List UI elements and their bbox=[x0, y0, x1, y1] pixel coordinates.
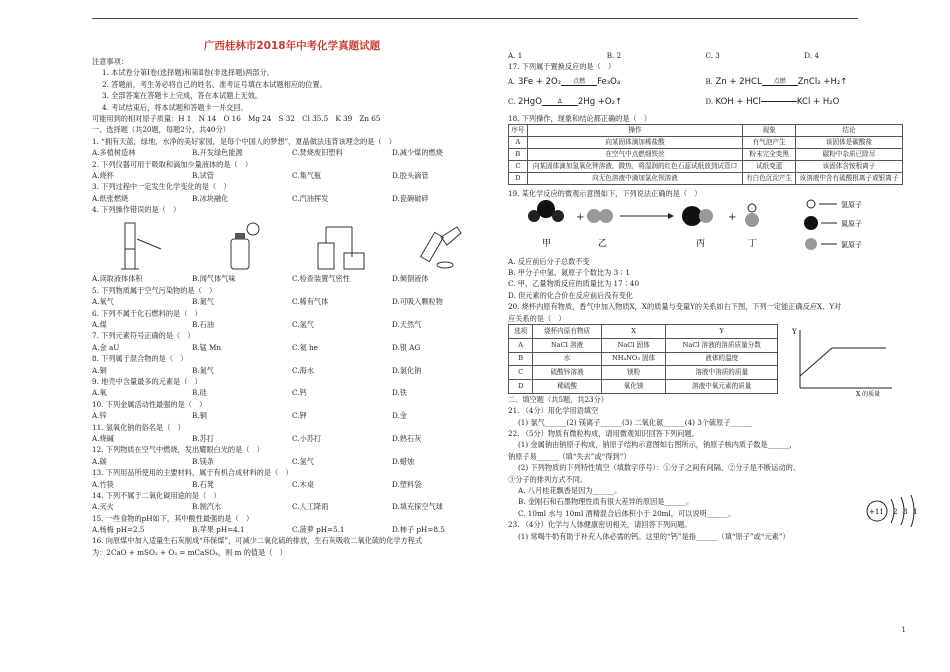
reaction-condition: Δ bbox=[557, 97, 562, 105]
equation bbox=[508, 73, 706, 93]
sodium-atom-diagram bbox=[865, 491, 923, 531]
equation-label: A. bbox=[508, 78, 516, 87]
reaction-arrow bbox=[561, 78, 597, 86]
question-stem: 14. 下列不属于二氧化碳用途的是（ ） bbox=[92, 490, 221, 500]
option: B.铜 bbox=[192, 411, 207, 421]
table-cell: D bbox=[509, 173, 528, 185]
table-cell: 溶液中氧元素的质量 bbox=[666, 380, 778, 394]
option: B.石油 bbox=[192, 320, 214, 330]
fill-line: 22. （5分）物质有微粒构成，请用微观知识回答下列问题。 bbox=[508, 429, 699, 439]
option: A.纸张燃烧 bbox=[92, 193, 129, 203]
option: A.氧气 bbox=[92, 297, 114, 307]
table-cell: 镁粉 bbox=[601, 366, 666, 380]
question-stem: 5. 下列物质属于空气污染物的是（ ） bbox=[92, 285, 217, 295]
label-yi: 乙 bbox=[598, 238, 608, 249]
molecule-yi bbox=[587, 209, 613, 223]
option-row bbox=[92, 433, 492, 444]
option: C. 甲、乙量物质反应的质量比为 17∶40 bbox=[508, 279, 640, 289]
fill-line: (2) 下列物质的下列特性填空（填数字序号）：①分子之间有间隔、②分子是不断运动的、 bbox=[518, 463, 800, 473]
arrow-bar bbox=[762, 85, 798, 86]
option: D.倾倒液体 bbox=[392, 274, 429, 284]
arrow-bar bbox=[761, 101, 797, 102]
atom-nucleus-charge: +11 bbox=[869, 508, 884, 516]
equation bbox=[706, 93, 904, 113]
fill-line: C. 10ml 水与 10ml 酒精混合后体积小于 20ml，可以说明______。 bbox=[518, 508, 736, 518]
reaction-condition: 点燃 bbox=[573, 77, 586, 85]
equation-body bbox=[518, 97, 688, 108]
option: C.集气瓶 bbox=[292, 170, 322, 180]
molecule-ding bbox=[745, 204, 759, 227]
table-cell: 碳粉中杂质已除尽 bbox=[796, 149, 903, 161]
table-cell: 水 bbox=[533, 352, 601, 366]
table-row bbox=[509, 137, 903, 149]
molecule-jia bbox=[528, 200, 564, 222]
equation-lhs: KOH + HCl bbox=[715, 97, 761, 108]
table-cell: A bbox=[509, 137, 528, 149]
label-bing: 丙 bbox=[696, 238, 706, 249]
option-row bbox=[92, 273, 492, 284]
question-stem: 8. 下列属于混合物的是（ ） bbox=[92, 354, 188, 364]
option: B.氮气 bbox=[192, 365, 214, 375]
table-row bbox=[509, 338, 778, 352]
question-stem: 为：2CaO + mSO₂ + O₂ = mCaSO₄，则 m 的值是（ ） bbox=[92, 547, 287, 557]
question-stem: 10. 下列金属活动性最强的是（ ） bbox=[92, 399, 207, 409]
option: D. 但元素的化合价在反应前后没有变化 bbox=[508, 290, 634, 300]
q19-stem: 19. 某化学反应的微观示意图如下，下列说法正确的是（ ） bbox=[508, 189, 702, 199]
option: B.冰块融化 bbox=[192, 193, 229, 203]
option: D.可吸入颗粒物 bbox=[392, 297, 443, 307]
right-column bbox=[508, 50, 918, 542]
q20-stem-1: 20. 烧杯内原有物质，香气中加入物质X，X的质量与变量Y的关系如右下图，下列一定能正确反应X、Y对 bbox=[508, 302, 842, 312]
question-stem: 11. 氢氧化钠的俗名是（ ） bbox=[92, 422, 185, 432]
q18-stem: 18. 下列操作，现象和结论都正确的是（ ） bbox=[508, 113, 652, 123]
electron-shell-1: 2 bbox=[893, 508, 898, 516]
legend-svg bbox=[803, 196, 883, 256]
question-stem: 7. 下列元素符号正确的是（ ） bbox=[92, 331, 195, 341]
fill-line: (1) 常喝牛奶有助于补充人体必需的钙。这里的“钙”是指______（填“原子”或“元素”） bbox=[518, 531, 790, 541]
table-cell: 向无色溶液中滴加氯化钡溶液 bbox=[527, 173, 743, 185]
option: D.填充探空气球 bbox=[392, 502, 443, 512]
table-cell: 向某固体滴加稀盐酸 bbox=[527, 137, 743, 149]
table-cell: 该固体是碳酸盐 bbox=[796, 137, 903, 149]
option: A.氧 bbox=[92, 388, 107, 398]
equation-rhs: ZnCl₂ +H₂↑ bbox=[797, 77, 848, 88]
table-cell: 有白色沉淀产生 bbox=[743, 173, 796, 185]
table-cell: NaCl 溶液的溶质质量分数 bbox=[666, 338, 778, 352]
option: A. 1 bbox=[508, 51, 523, 60]
reaction-arrow bbox=[761, 101, 797, 102]
q18-table bbox=[508, 124, 903, 185]
reaction-condition: 点燃 bbox=[773, 77, 786, 85]
option: A.铜 bbox=[92, 365, 107, 375]
reaction-arrow bbox=[762, 78, 798, 86]
option: D.胶头滴管 bbox=[392, 170, 429, 180]
legend-nitrogen: 氮原子 bbox=[841, 219, 862, 228]
table-cell: 在空气中点燃细铁丝 bbox=[527, 149, 743, 161]
equation-label: D. bbox=[705, 98, 714, 107]
option: D.铁 bbox=[392, 388, 407, 398]
option: A.竹筷 bbox=[92, 479, 114, 489]
equation-body bbox=[716, 97, 886, 108]
fill-line: 二、填空题（共5题，共23分） bbox=[508, 394, 608, 404]
note-line: 一、选择题（共20题，每题2分，共40分） bbox=[92, 125, 230, 135]
fill-line: (1) 氯气______(2) 镁离子______(3) 二氧化氮______(4) 3个硫原子______ bbox=[518, 417, 753, 427]
equation-body bbox=[518, 77, 688, 88]
table-cell: C bbox=[509, 161, 528, 173]
header-cell: 选项 bbox=[509, 324, 533, 338]
option: B. 2 bbox=[606, 51, 622, 60]
table-row bbox=[509, 173, 903, 185]
option: D.银 AG bbox=[392, 342, 421, 352]
smelling-gas-icon bbox=[217, 219, 267, 273]
option: C.焚烧废旧塑料 bbox=[292, 148, 343, 158]
fill-line: 钠原子易______（填“失去”或“得到”） bbox=[508, 451, 631, 461]
equation-rhs: 2Hg +O₂↑ bbox=[577, 97, 623, 108]
label-jia: 甲 bbox=[542, 238, 552, 249]
operation-picture bbox=[292, 219, 392, 273]
header-cell: Y bbox=[666, 324, 778, 338]
q20-table bbox=[508, 324, 778, 394]
note-line: 3. 全部答案在答题卡上完成，答在本试题上无效。 bbox=[102, 91, 263, 101]
label-ding: 丁 bbox=[748, 238, 758, 249]
operation-picture bbox=[192, 219, 292, 273]
question-stem: 9. 地壳中含量最多的元素是（ ） bbox=[92, 376, 202, 386]
option: D.天然气 bbox=[392, 320, 422, 330]
option: C.检查装置气密性 bbox=[292, 274, 350, 284]
option: D.瓷碗破碎 bbox=[392, 193, 429, 203]
table-cell: 硫酸锌溶液 bbox=[533, 366, 601, 380]
equation-body bbox=[716, 77, 886, 88]
equation-label: B. bbox=[705, 78, 713, 87]
table-row bbox=[509, 149, 903, 161]
svg-text:+: + bbox=[728, 211, 737, 223]
option: B.苹果 pH=4.1 bbox=[192, 525, 245, 535]
table-cell: C bbox=[509, 366, 533, 380]
option-row bbox=[92, 365, 492, 376]
option: B.苏打 bbox=[192, 433, 214, 443]
option: D.蜡烛 bbox=[392, 456, 415, 466]
option: A.金 aU bbox=[92, 342, 120, 352]
table-cell: NH₄NO₃ 固体 bbox=[601, 352, 666, 366]
question-stem: 4. 下列操作错误的是（ ） bbox=[92, 205, 181, 215]
option: A.灭火 bbox=[92, 502, 114, 512]
option-row bbox=[92, 193, 492, 204]
option: D.减少煤的燃烧 bbox=[392, 148, 443, 158]
table-cell: 有气泡产生 bbox=[743, 137, 796, 149]
fill-line: (1) 金属钠由钠原子构成，钠原子结构示意图如右图所示，钠原子核内质子数是______， bbox=[518, 440, 797, 450]
option: A.碳 bbox=[92, 456, 107, 466]
option-row bbox=[92, 501, 492, 512]
electron-shell-3: 1 bbox=[913, 508, 918, 516]
note-line: 1. 本试卷分第Ⅰ卷(选择题)和第Ⅱ卷(非选择题)两部分。 bbox=[102, 68, 274, 78]
question-stem: 16. 向原煤中加入适量生石灰制成“环保煤”，可减少二氧化硫的排放，生石灰吸收二氧化硫的化学方程式 bbox=[92, 536, 423, 546]
molecule-svg bbox=[508, 196, 808, 252]
option: C.氢气 bbox=[292, 320, 314, 330]
option: D.熟石灰 bbox=[392, 433, 422, 443]
option-row bbox=[92, 342, 492, 353]
option: B.镁条 bbox=[192, 456, 214, 466]
option: A.读取液体体积 bbox=[92, 274, 143, 284]
table-cell: A bbox=[509, 338, 533, 352]
table-cell: 液体的温度 bbox=[666, 352, 778, 366]
q20-graph bbox=[786, 324, 896, 398]
question-stem: 15. 一些食物的pH如下，其中酸性最强的是（ ） bbox=[92, 513, 254, 523]
option: B.闻气体气味 bbox=[192, 274, 236, 284]
option: C.海水 bbox=[292, 365, 314, 375]
option: C.钙 bbox=[292, 388, 307, 398]
table-cell: NaCl 溶液 bbox=[533, 338, 601, 352]
fill-line: A. 八月桂花飘香是因为______。 bbox=[518, 486, 622, 496]
equation bbox=[508, 93, 706, 113]
q17-equations bbox=[508, 73, 903, 113]
option: B.石凳 bbox=[192, 479, 214, 489]
page-title: 广西桂林市2018年中考化学真题试题 bbox=[203, 40, 381, 52]
table-cell: 氧化镁 bbox=[601, 380, 666, 394]
equation-rhs: KCl + H₂O bbox=[796, 97, 840, 108]
operation-picture bbox=[392, 219, 492, 273]
table-cell: 该溶液中含有硫酸根离子或银离子 bbox=[796, 173, 903, 185]
table-cell: 粉末完全变黑 bbox=[743, 149, 796, 161]
option: D.塑料袋 bbox=[392, 479, 422, 489]
table-cell: D bbox=[509, 380, 533, 394]
option: D.柿子 pH=8.5 bbox=[392, 525, 445, 535]
question-stem: 2. 下列仪器可用于吸取和滴加少量液体的是（ ） bbox=[92, 159, 253, 169]
option-row bbox=[92, 147, 492, 158]
option: B.开发绿色能源 bbox=[192, 148, 243, 158]
q16-options bbox=[508, 50, 903, 61]
option: B.硅 bbox=[192, 388, 207, 398]
table-row bbox=[509, 352, 778, 366]
option: D.金 bbox=[392, 411, 407, 421]
option: C.钾 bbox=[292, 411, 307, 421]
table-cell: NaCl 固体 bbox=[601, 338, 666, 352]
table-cell: 试纸变蓝 bbox=[743, 161, 796, 173]
graph-x-label: X 的质量 bbox=[856, 390, 881, 398]
option: B.试管 bbox=[192, 170, 214, 180]
option: C.氦 he bbox=[292, 342, 318, 352]
option-row bbox=[92, 456, 492, 467]
header-cell: 现象 bbox=[743, 125, 796, 137]
option-row bbox=[92, 319, 492, 330]
equation-lhs: 3Fe + 2O₂ bbox=[518, 77, 562, 88]
option-row bbox=[92, 479, 492, 490]
table-row bbox=[509, 161, 903, 173]
option: A.多植树造林 bbox=[92, 148, 136, 158]
option-row bbox=[92, 296, 492, 307]
option: A. 反应前后分子总数不变 bbox=[508, 256, 590, 266]
option-row bbox=[92, 410, 492, 421]
equation-label: C. bbox=[508, 98, 516, 107]
fill-line: 21. （4分）用化学用语填空 bbox=[508, 406, 599, 416]
header-cell: 序号 bbox=[509, 125, 528, 137]
question-stem: 13. 下列用品所使用的主要材料，属于有机合成材料的是（ ） bbox=[92, 468, 293, 478]
equation-lhs: 2HgO bbox=[518, 97, 542, 108]
header-cell: 操作 bbox=[527, 125, 743, 137]
table-row bbox=[509, 380, 778, 394]
svg-text:+: + bbox=[576, 211, 585, 223]
note-line: 可能用到的相对原子质量：H 1 N 14 O 16 Mg 24 S 32 Cl 35.5 K 39 Zn 65 bbox=[92, 113, 381, 123]
equation-lhs: Zn + 2HCL bbox=[715, 77, 762, 88]
pouring-liquid-icon bbox=[417, 219, 467, 273]
airtightness-check-icon bbox=[312, 219, 372, 273]
fill-line: 23. （4分）化学与人体健康密切相关，请回答下列问题。 bbox=[508, 520, 692, 530]
graph-y-label: Y bbox=[792, 327, 797, 336]
option: D.氯化钠 bbox=[392, 365, 422, 375]
option: C. 3 bbox=[705, 51, 720, 60]
note-line: 注意事项： bbox=[92, 57, 128, 66]
option: C.稀有气体 bbox=[292, 297, 329, 307]
note-line: 4. 考试结束后，将本试题和答题卡一并交回。 bbox=[102, 102, 248, 112]
option: C.人工降雨 bbox=[292, 502, 329, 512]
header-cell: 烧杯内原有物质 bbox=[533, 324, 601, 338]
option-row bbox=[92, 170, 492, 181]
question-stem: 3. 下列过程中一定发生化学变化的是（ ） bbox=[92, 182, 231, 192]
electron-shell-2: 8 bbox=[903, 508, 908, 516]
table-row bbox=[509, 366, 778, 380]
header-cell: X bbox=[601, 324, 666, 338]
option: A.杨梅 pH=2.5 bbox=[92, 525, 145, 535]
reaction-arrow bbox=[542, 98, 578, 106]
molecule-bing bbox=[682, 206, 713, 226]
q17-stem: 17. 下列属于置换反应的是（ ） bbox=[508, 62, 616, 72]
note-line: 2. 答题前，考生务必将自己的姓名、准考证号填在本试题相应的位置。 bbox=[102, 79, 327, 89]
option: A.烧杯 bbox=[92, 170, 114, 180]
arrow-bar bbox=[542, 105, 578, 106]
option: D. 4 bbox=[804, 51, 819, 60]
fill-line: B. 金刚石和石墨物理性质有很大差异的原因是______。 bbox=[518, 497, 694, 507]
left-column bbox=[92, 56, 492, 558]
option: B.制汽水 bbox=[192, 502, 222, 512]
option: B. 甲分子中氢、氮原子个数比为 3∶1 bbox=[508, 267, 630, 277]
fill-line: ③分子的排列方式不同。 bbox=[508, 474, 588, 484]
option: C.菠萝 pH=5.1 bbox=[292, 525, 345, 535]
option: C.木桌 bbox=[292, 479, 314, 489]
reaction-diagram bbox=[508, 200, 903, 248]
table-header bbox=[509, 324, 778, 338]
option-row bbox=[92, 387, 492, 398]
header-cell: 结论 bbox=[796, 125, 903, 137]
table-cell: 向某固体滴加氢氧化钾溶液，微热，将湿润的红色石蕊试纸放到试管口 bbox=[527, 161, 743, 173]
table-cell: B bbox=[509, 352, 533, 366]
top-rule bbox=[92, 18, 858, 19]
option: C.小苏打 bbox=[292, 433, 322, 443]
option: B.锰 Mn bbox=[192, 342, 222, 352]
option: B.氮气 bbox=[192, 297, 214, 307]
legend-chlorine: 氯原子 bbox=[841, 240, 862, 249]
equation-rhs: Fe₃O₄ bbox=[597, 77, 621, 88]
page-number: 1 bbox=[901, 626, 906, 634]
option: C.氢气 bbox=[292, 456, 314, 466]
note-line: 1. “拥有天蓝，绿地，水净的美好家园，是每个中国人的梦想”，夏晶做法违背该理念的是（ ） bbox=[92, 136, 396, 146]
legend-hydrogen: 氢原子 bbox=[841, 200, 862, 209]
question-stem: 12. 下列物质在空气中燃烧，发出耀眼白光的是（ ） bbox=[92, 445, 264, 455]
equation bbox=[706, 73, 904, 93]
option-row bbox=[92, 524, 492, 535]
operation-picture bbox=[92, 219, 192, 273]
table-header bbox=[509, 125, 903, 137]
table-cell: 该固体含铵根离子 bbox=[796, 161, 903, 173]
question-stem: 6. 下列不属于化石燃料的是（ ） bbox=[92, 308, 202, 318]
graduated-cylinder-icon bbox=[117, 219, 167, 273]
option: A.烧碱 bbox=[92, 433, 114, 443]
arrow-bar bbox=[561, 85, 597, 86]
operation-pictures bbox=[92, 215, 492, 273]
table-cell: B bbox=[509, 149, 528, 161]
table-cell: 稀硫酸 bbox=[533, 380, 601, 394]
q20-stem-2: 应关系的是（ ） bbox=[508, 313, 566, 323]
atom-legend bbox=[803, 196, 883, 259]
option: C.汽油挥发 bbox=[292, 193, 329, 203]
table-cell: 溶液中溶质的质量 bbox=[666, 366, 778, 380]
option: A.锌 bbox=[92, 411, 107, 421]
option: A.煤 bbox=[92, 320, 107, 330]
